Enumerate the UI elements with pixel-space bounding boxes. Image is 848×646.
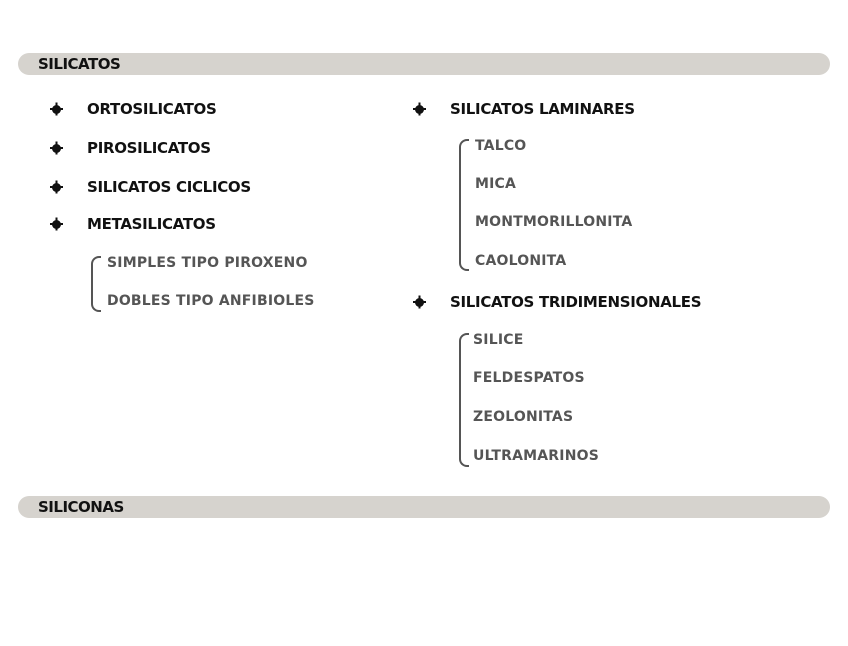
- sub-item-feldespatos: FELDESPATOS: [473, 370, 585, 386]
- bullet-label: SILICATOS TRIDIMENSIONALES: [450, 293, 702, 311]
- sub-item-dobles: DOBLES TIPO ANFIBIOLES: [107, 293, 315, 309]
- bullet-label: METASILICATOS: [87, 215, 216, 233]
- silicatos-section-title: SILICATOS: [38, 55, 121, 73]
- sub-item-ultramarinos: ULTRAMARINOS: [473, 448, 599, 464]
- bullet-item-silicatos-laminares: [415, 100, 635, 118]
- bullet-label: SILICATOS LAMINARES: [450, 100, 635, 118]
- sub-item-simples: SIMPLES TIPO PIROXENO: [107, 255, 308, 271]
- bullet-item-ortosilicatos: [52, 100, 216, 118]
- bullet-icon: [52, 144, 61, 153]
- siliconas-section-bar: [18, 496, 830, 518]
- bullet-icon: [52, 105, 61, 114]
- silicatos-section-bar: [18, 53, 830, 75]
- laminares-brace: [459, 139, 469, 271]
- bullet-label: SILICATOS CICLICOS: [87, 178, 251, 196]
- tridimensionales-brace: [459, 333, 469, 467]
- bullet-icon: [52, 183, 61, 192]
- siliconas-section-title: SILICONAS: [38, 498, 124, 516]
- bullet-item-silicatos-tridimensionales: [415, 293, 701, 311]
- bullet-label: PIROSILICATOS: [87, 139, 211, 157]
- metasilicatos-brace: [91, 256, 101, 312]
- sub-item-caolonita: CAOLONITA: [475, 253, 567, 269]
- bullet-icon: [415, 298, 424, 307]
- sub-item-montmorillonita: MONTMORILLONITA: [475, 214, 633, 230]
- bullet-icon: [52, 220, 61, 229]
- bullet-item-metasilicatos: [52, 215, 216, 233]
- sub-item-zeolonitas: ZEOLONITAS: [473, 409, 574, 425]
- bullet-item-silicatos-ciclicos: [52, 178, 251, 196]
- sub-item-talco: TALCO: [475, 138, 527, 154]
- sub-item-mica: MICA: [475, 176, 517, 192]
- bullet-label: ORTOSILICATOS: [87, 100, 217, 118]
- bullet-icon: [415, 105, 424, 114]
- bullet-item-pirosilicatos: [52, 139, 211, 157]
- sub-item-silice: SILICE: [473, 332, 524, 348]
